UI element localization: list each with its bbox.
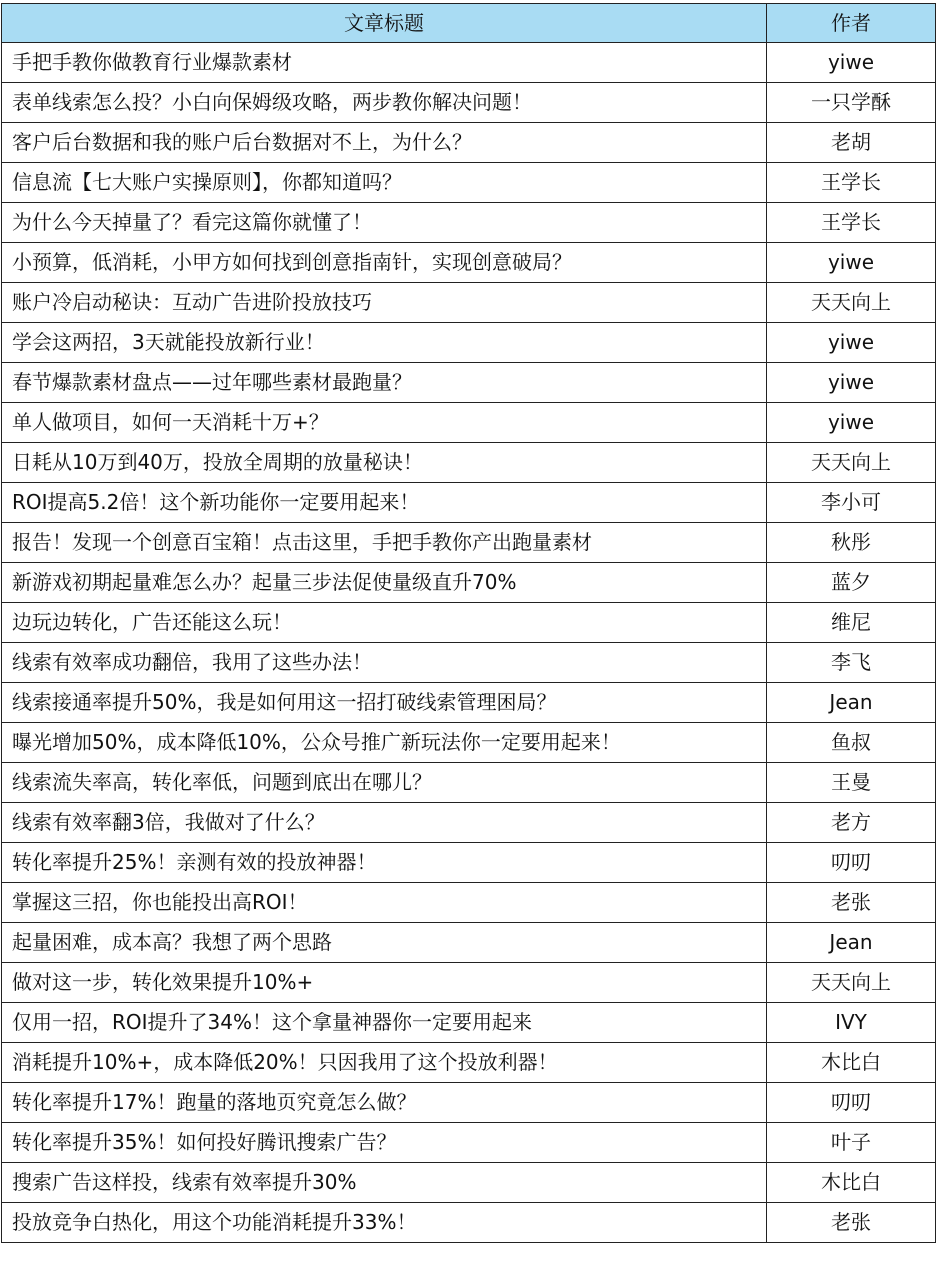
article-title-cell: 仅用一招，ROI提升了34%！这个拿量神器你一定要用起来 [2, 1003, 767, 1043]
article-title-cell: 搜索广告这样投，线索有效率提升30% [2, 1163, 767, 1203]
table-row [2, 243, 936, 283]
article-title-cell: 投放竞争白热化，用这个功能消耗提升33%！ [2, 1203, 767, 1243]
article-title-cell: 账户冷启动秘诀：互动广告进阶投放技巧 [2, 283, 767, 323]
author-cell: 李小可 [767, 483, 936, 523]
table-header-row [2, 4, 936, 43]
author-cell: Jean [767, 683, 936, 723]
table-row [2, 1123, 936, 1163]
author-cell: yiwe [767, 323, 936, 363]
table-row [2, 323, 936, 363]
article-title-cell: 小预算，低消耗，小甲方如何找到创意指南针，实现创意破局？ [2, 243, 767, 283]
header-author: 作者 [767, 4, 936, 43]
author-cell: 叨叨 [767, 1083, 936, 1123]
table-row [2, 203, 936, 243]
author-cell: IVY [767, 1003, 936, 1043]
author-cell: yiwe [767, 43, 936, 83]
author-cell: yiwe [767, 243, 936, 283]
article-title-cell: 线索流失率高，转化率低，问题到底出在哪儿？ [2, 763, 767, 803]
author-cell: 天天向上 [767, 283, 936, 323]
author-cell: 木比白 [767, 1163, 936, 1203]
article-title-cell: 消耗提升10%+，成本降低20%！只因我用了这个投放利器！ [2, 1043, 767, 1083]
table-row [2, 1163, 936, 1203]
table-row [2, 1003, 936, 1043]
article-title-cell: 转化率提升35%！如何投好腾讯搜索广告？ [2, 1123, 767, 1163]
author-cell: yiwe [767, 363, 936, 403]
author-cell: 维尼 [767, 603, 936, 643]
author-cell: 叨叨 [767, 843, 936, 883]
article-title-cell: ROI提高5.2倍！这个新功能你一定要用起来！ [2, 483, 767, 523]
author-cell: 鱼叔 [767, 723, 936, 763]
article-title-cell: 线索有效率成功翻倍，我用了这些办法！ [2, 643, 767, 683]
article-title-cell: 曝光增加50%，成本降低10%，公众号推广新玩法你一定要用起来！ [2, 723, 767, 763]
table-row [2, 1203, 936, 1243]
author-cell: 王学长 [767, 163, 936, 203]
article-title-cell: 学会这两招，3天就能投放新行业！ [2, 323, 767, 363]
author-cell: 老张 [767, 883, 936, 923]
author-cell: 老方 [767, 803, 936, 843]
article-title-cell: 春节爆款素材盘点——过年哪些素材最跑量？ [2, 363, 767, 403]
article-title-cell: 单人做项目，如何一天消耗十万+？ [2, 403, 767, 443]
table-row [2, 723, 936, 763]
author-cell: 蓝夕 [767, 563, 936, 603]
table-row [2, 763, 936, 803]
table-row [2, 803, 936, 843]
table-row [2, 123, 936, 163]
article-title-cell: 报告！发现一个创意百宝箱！点击这里，手把手教你产出跑量素材 [2, 523, 767, 563]
article-title-cell: 转化率提升17%！跑量的落地页究竟怎么做？ [2, 1083, 767, 1123]
article-title-cell: 起量困难，成本高？我想了两个思路 [2, 923, 767, 963]
table-row [2, 443, 936, 483]
table-row [2, 363, 936, 403]
table-row [2, 283, 936, 323]
article-title-cell: 转化率提升25%！亲测有效的投放神器！ [2, 843, 767, 883]
table-row [2, 1083, 936, 1123]
table-row [2, 403, 936, 443]
table-row [2, 603, 936, 643]
article-title-cell: 为什么今天掉量了？看完这篇你就懂了！ [2, 203, 767, 243]
author-cell: 天天向上 [767, 443, 936, 483]
author-cell: 一只学酥 [767, 83, 936, 123]
article-title-cell: 表单线索怎么投？小白向保姆级攻略，两步教你解决问题！ [2, 83, 767, 123]
table-row [2, 83, 936, 123]
author-cell: Jean [767, 923, 936, 963]
table-row [2, 643, 936, 683]
table-row [2, 843, 936, 883]
author-cell: 王学长 [767, 203, 936, 243]
table-row [2, 963, 936, 1003]
author-cell: 叶子 [767, 1123, 936, 1163]
table-row [2, 1043, 936, 1083]
table-row [2, 43, 936, 83]
article-table [1, 3, 936, 1243]
header-title: 文章标题 [2, 4, 767, 43]
table-row [2, 683, 936, 723]
author-cell: 王曼 [767, 763, 936, 803]
author-cell: yiwe [767, 403, 936, 443]
author-cell: 木比白 [767, 1043, 936, 1083]
article-title-cell: 掌握这三招，你也能投出高ROI！ [2, 883, 767, 923]
article-title-cell: 线索有效率翻3倍，我做对了什么？ [2, 803, 767, 843]
table-row [2, 883, 936, 923]
author-cell: 老张 [767, 1203, 936, 1243]
article-title-cell: 新游戏初期起量难怎么办？起量三步法促使量级直升70% [2, 563, 767, 603]
table-row [2, 923, 936, 963]
article-title-cell: 边玩边转化，广告还能这么玩！ [2, 603, 767, 643]
author-cell: 老胡 [767, 123, 936, 163]
article-title-cell: 线索接通率提升50%，我是如何用这一招打破线索管理困局？ [2, 683, 767, 723]
article-title-cell: 客户后台数据和我的账户后台数据对不上，为什么？ [2, 123, 767, 163]
article-title-cell: 信息流【七大账户实操原则】，你都知道吗？ [2, 163, 767, 203]
article-title-cell: 做对这一步，转化效果提升10%+ [2, 963, 767, 1003]
author-cell: 秋彤 [767, 523, 936, 563]
article-title-cell: 日耗从10万到40万，投放全周期的放量秘诀！ [2, 443, 767, 483]
table-row [2, 563, 936, 603]
table-row [2, 163, 936, 203]
author-cell: 李飞 [767, 643, 936, 683]
author-cell: 天天向上 [767, 963, 936, 1003]
table-row [2, 483, 936, 523]
article-title-cell: 手把手教你做教育行业爆款素材 [2, 43, 767, 83]
table-row [2, 523, 936, 563]
